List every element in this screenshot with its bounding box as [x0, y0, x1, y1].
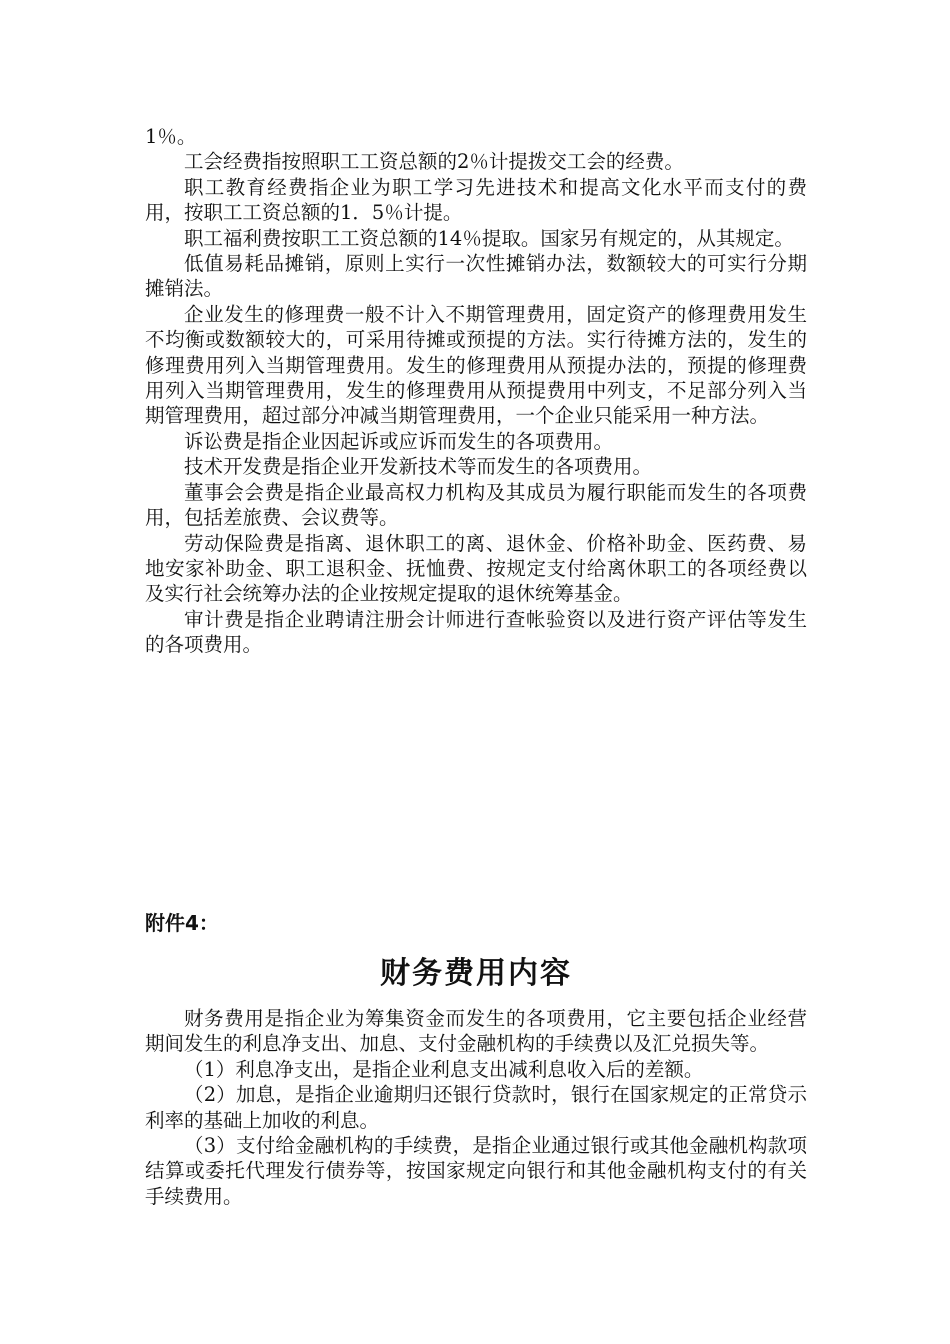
paragraph-tech-development-fee: 技术开发费是指企业开发新技术等而发生的各项费用。 — [184, 455, 653, 479]
paragraph-penalty-interest: （2）加息，是指企业逾期归还银行贷款时，银行在国家规定的正常贷示利率的基础上加收的利息。 — [145, 1083, 807, 1132]
paragraph-education-fee: 职工教育经费指企业为职工学习先进技术和提高文化水平而支付的费用，按职工工资总额的1．5％计提。 — [145, 175, 807, 225]
paragraph-finance-expense-definition: 财务费用是指企业为筹集资金而发生的各项费用，它主要包括企业经营期间发生的利息净支出、加息、支付金融机构的手续费以及汇兑损失等。 — [145, 1007, 807, 1056]
paragraph-litigation-fee: 诉讼费是指企业因起诉或应诉而发生的各项费用。 — [184, 429, 614, 453]
attachment-4-section — [145, 910, 807, 1209]
management-expense-notes — [145, 124, 807, 658]
paragraph-union-fee: 工会经费指按照职工工资总额的2％计提拨交工会的经费。 — [184, 150, 684, 174]
paragraph-audit-fee: 审计费是指企业聘请注册会计师进行查帐验资以及进行资产评估等发生的各项费用。 — [145, 607, 807, 657]
attachment-label: 附件4： — [145, 911, 219, 935]
paragraph-percent-fragment: 1％。 — [145, 125, 197, 148]
paragraph-repair-fee: 企业发生的修理费一般不计入不期管理费用，固定资产的修理费用发生不均衡或数额较大的，可采用待摊或预提的方法。实行待摊方法的，发生的修理费用列入当期管理费用。发生的修理费用从预提办法的，预提的修理费用列入当期管理费用，发生的修理费用从预提费用中列支，不足部分列入当期管理费用，超过部分冲减当期管理费用，一个企业只能采用一种方法。 — [145, 302, 807, 428]
paragraph-low-value-consumables: 低值易耗品摊销，原则上实行一次性摊销办法，数额较大的可实行分期摊销法。 — [145, 252, 807, 301]
paragraph-handling-fees: （3）支付给金融机构的手续费，是指企业通过银行或其他金融机构款项结算或委托代理发行债券等，按国家规定向银行和其他金融机构支付的有关手续费用。 — [145, 1134, 807, 1208]
paragraph-net-interest: （1）利息净支出，是指企业利息支出减利息收入后的差额。 — [184, 1057, 704, 1081]
paragraph-welfare-fee: 职工福利费按职工工资总额的14％提取。国家另有规定的，从其规定。 — [184, 226, 794, 250]
paragraph-labor-insurance-fee: 劳动保险费是指离、退休职工的离、退休金、价格补助金、医药费、易地安家补助金、职工退积金、抚恤费、按规定支付给离休职工的各项经费以及实行社会统筹办法的企业按规定提取的退休统筹基金。 — [145, 531, 807, 606]
page-title: 财务费用内容 — [380, 956, 572, 991]
paragraph-board-meeting-fee: 董事会会费是指企业最高权力机构及其成员为履行职能而发生的各项费用，包括差旅费、会议费等。 — [145, 480, 807, 530]
